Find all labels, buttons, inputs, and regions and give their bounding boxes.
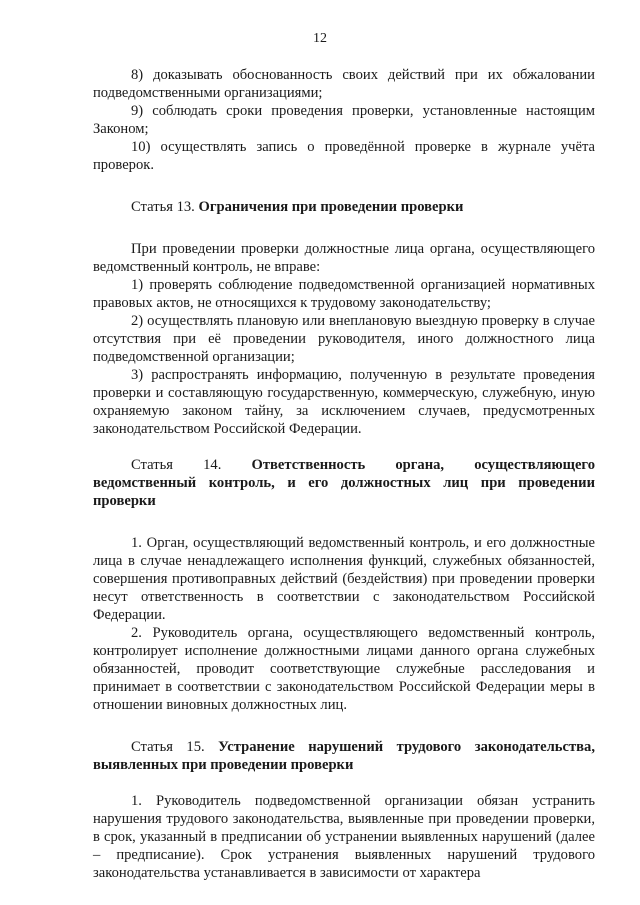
article-15-heading (93, 738, 595, 774)
list-item: 1. Руководитель подведомственной организации обязан устранить нарушения трудового законодательства, выявленные при проведении проверки, в срок, указанный в предписании об устранении выявленных нарушений (далее – предписание). Срок устранения выявленных нарушений трудового законодательства устанавливается в зависимости от характера (93, 793, 595, 881)
article-14-prefix: Статья 14. (131, 457, 222, 473)
article-13-heading (93, 198, 595, 216)
list-item: 1. Орган, осуществляющий ведомственный контроль, и его должностные лица в случае ненадлежащего исполнения функций, служебных обязанностей, совершения противоправных действий (бездействия) при проведении проверки несут ответственность в соответствии с законодательством Российской Федерации. (93, 535, 595, 623)
list-item: 10) осуществлять запись о проведённой проверке в журнале учёта проверок. (93, 139, 595, 173)
list-item: 1) проверять соблюдение подведомственной организацией нормативных правовых актов, не относящихся к трудовому законодательству; (93, 277, 595, 311)
list-item: 3) распространять информацию, полученную в результате проведения проверки и составляющую государственную, коммерческую, служебную, иную охраняемую законом тайну, за исключением случаев, предусмотренных законодательством Российской Федерации. (93, 367, 595, 437)
article-14-heading (93, 456, 595, 510)
article-13-prefix: Статья 13. (131, 199, 195, 215)
article-13-title: Ограничения при проведении проверки (198, 199, 464, 215)
list-item: 9) соблюдать сроки проведения проверки, установленные настоящим Законом; (93, 103, 595, 137)
list-item: 2. Руководитель органа, осуществляющего ведомственный контроль, контролирует исполнение должностными лицами данного органа служебных обязанностей, проводит соответствующие служебные расследования и принимает в соответствии с законодательством Российской Федерации меры в отношении виновных должностных лиц. (93, 625, 595, 713)
page-number: 12 (313, 31, 327, 46)
list-item: 2) осуществлять плановую или внеплановую выездную проверку в случае отсутствия при её проведении руководителя, иного должностного лица подведомственной организации; (93, 313, 595, 365)
article-14-title: Ответственность органа, осуществляющего ведомственный контроль, и его должностных лиц при проведении проверки (93, 457, 595, 509)
list-item: 8) доказывать обоснованность своих действий при их обжаловании подведомственными организациями; (93, 67, 595, 101)
article-15-prefix: Статья 15. (131, 739, 205, 755)
page-content (93, 66, 595, 882)
article-15-title: Устранение нарушений трудового законодательства, выявленных при проведении проверки (93, 739, 595, 773)
article-13-intro: При проведении проверки должностные лица органа, осуществляющего ведомственный контроль, не вправе: (93, 241, 595, 275)
